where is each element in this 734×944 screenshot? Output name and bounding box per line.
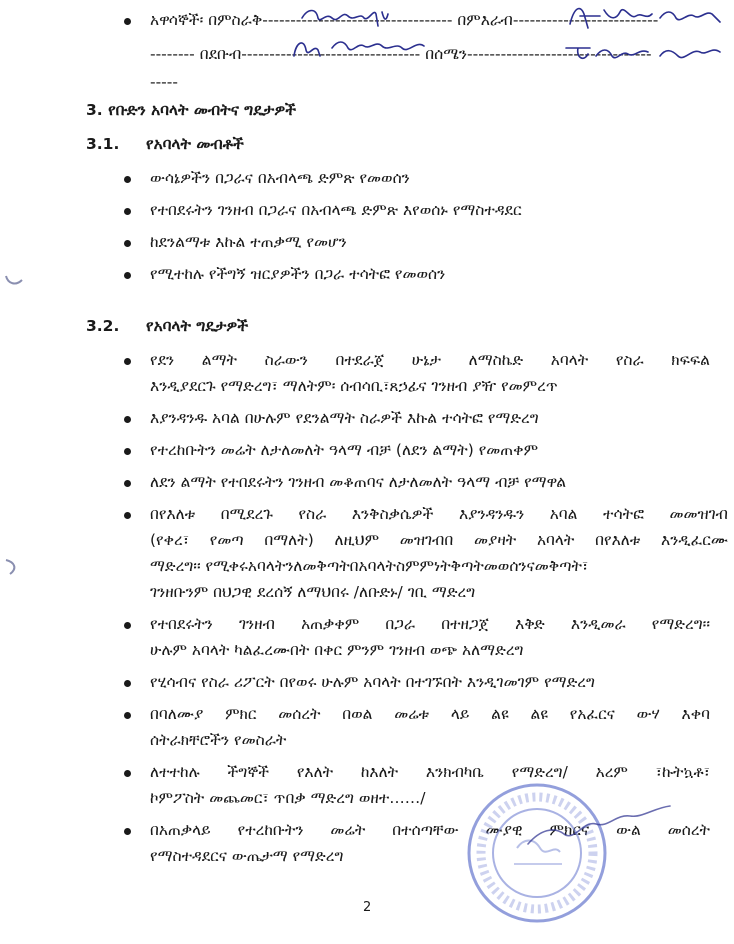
signature-north [560, 38, 730, 68]
list-item-line: በየእለቱ በሚደረጉ የስራ እንቅስቃሴዎች እያንዳንዱን አባል ተሳትፎ መመዝገብ [150, 505, 728, 523]
bullet [124, 480, 131, 487]
section-3-1-number: 3.1. [86, 135, 120, 153]
list-item-line: የሂሳብና የስራ ሪፖርት በየወሩ ሁሉም አባላት በተገኙበት እንዲገመገም የማድረግ [150, 673, 595, 691]
list-item: የሚተከሉ የችግኝ ዝርያዎችን በጋራ ተሳትፎ የመወሰን [150, 265, 446, 283]
north-label: በሰሜን [425, 45, 468, 63]
bullet [124, 358, 131, 365]
bullet [124, 770, 131, 777]
list-item-line: የተረከቡትን መሬት ለታለመለት ዓላማ ብቻ (ለደን ልማት) የመጠቀም [150, 441, 539, 459]
bullet [124, 18, 131, 25]
list-item-line: ሁሉም አባላት ካልፈረሙበት በቀር ምንም ገንዘብ ወጭ አለማድረግ [150, 641, 524, 659]
west-label: በምእራብ [457, 11, 513, 29]
list-item-line: የማስተዳደርና ውጤታማ የማድረግ [150, 847, 344, 865]
boundaries-line-1: አዋሳኞች፡ በምስራቅ---------------------------------- በምእራብ-------------------------- [150, 11, 659, 29]
list-item-line: ማድረግ፡፡ የሚቀሩአባላትንለመቅጣትበአባላትስምምነትቅጣትመወሰንናመቅጣት፣ [150, 557, 589, 575]
list-item-line: (የቀረ፣ የመጣ በማለት) ለዚህም መዝገብበ መያዛት አባላት በየእለቱ እንዲፈርሙ [150, 531, 728, 549]
punch-hole-mark [4, 556, 24, 576]
bullet [124, 208, 131, 215]
page-number: 2 [363, 900, 372, 915]
list-item-line: በባለሙያ ምክር መሰረት በወል መሬቱ ላይ ልዩ ልዩ የአፈርና ውሃ እቀባ [150, 705, 710, 723]
list-item-line: ለደን ልማት የተበደሩትን ገንዘብ መቆጠባና ለታለመለት ዓላማ ብቻ የማዋል [150, 473, 567, 491]
signature-south [288, 34, 438, 64]
list-item-line: የተበደሩትን ገንዘብ አጠቃቀም በጋራ በተዘጋጀ እቅድ እንዲመራ የማድረግ፡፡ [150, 615, 710, 633]
bullet [124, 828, 131, 835]
bullet [124, 712, 131, 719]
bullet [124, 416, 131, 423]
list-item-line: ሰትራክቸሮችን የመስራት [150, 731, 287, 749]
stamp-signature [520, 800, 680, 860]
bullet [124, 448, 131, 455]
bullet [124, 176, 131, 183]
punch-hole-mark [4, 270, 24, 290]
list-item: ውሳኔዎችን በጋራና በአብላጫ ድምጽ የመወሰን [150, 169, 410, 187]
south-label: በደቡብ [199, 45, 242, 63]
section-3-1-title: የአባላት መብቶች [146, 135, 244, 153]
bullet [124, 272, 131, 279]
section-3-heading: 3. የቡድን አባላት መብትና ግዴታዎች [86, 101, 297, 119]
signature-west [560, 2, 730, 32]
section-3-2-number: 3.2. [86, 317, 120, 335]
bullet [124, 622, 131, 629]
list-item-line: እያንዳንዱ አባል በሁሉም የደንልማት ስራዎች እኩል ተሳትፎ የማድረግ [150, 409, 539, 427]
list-item-line: ለተተከሉ ችግኞች የእለት ከእለት እንክብካቤ የማድረግ/ አረም ፣ኩትኳቶ፣ [150, 763, 710, 781]
list-item-line: ገንዘቡንም በህጋዊ ደረሰኝ ለማህበሩ /ለቡድኑ/ ገቢ ማድረግ [150, 583, 476, 601]
list-item-line: እንዲያደርጉ የማድረግ፣ ማለትም፡ ሰብሳቢ፣ጸኃፊና ገንዘብ ያዥ የመምረጥ [150, 377, 558, 395]
list-item: ከደንልማቱ እኩል ተጠቃሚ የመሆን [150, 233, 347, 251]
bullet [124, 680, 131, 687]
bullet [124, 240, 131, 247]
list-item-line: ኮምፖስት መጨመር፣ ጥበቃ ማድረግ ወዘተ……/ [150, 789, 426, 807]
boundaries-line-3: ----- [150, 73, 178, 91]
section-3-2-title: የአባላት ግዴታዎች [146, 317, 249, 335]
list-item: የተበደሩትን ገንዘብ በጋራና በአብላጫ ድምጽ እየወሰኑ የማስተዳደር [150, 201, 522, 219]
signature-east [298, 4, 390, 30]
list-item-line: በአጠቃላይ የተረከቡትን መሬት በተሰጣቸው ሙያዊ ምክርና ውል መሰረት [150, 821, 710, 839]
bullet [124, 512, 131, 519]
boundaries-line-2: -------- በደቡብ-------------------------------- በሰሜን--------------------------------- [150, 45, 652, 63]
east-label: በምስራቅ [208, 11, 263, 29]
boundaries-label: አዋሳኞች፡ [150, 11, 204, 29]
list-item-line: የደን ልማት ስራውን በተደራጀ ሁኔታ ለማስኬድ አባላት የስራ ክፍፍል [150, 351, 710, 369]
